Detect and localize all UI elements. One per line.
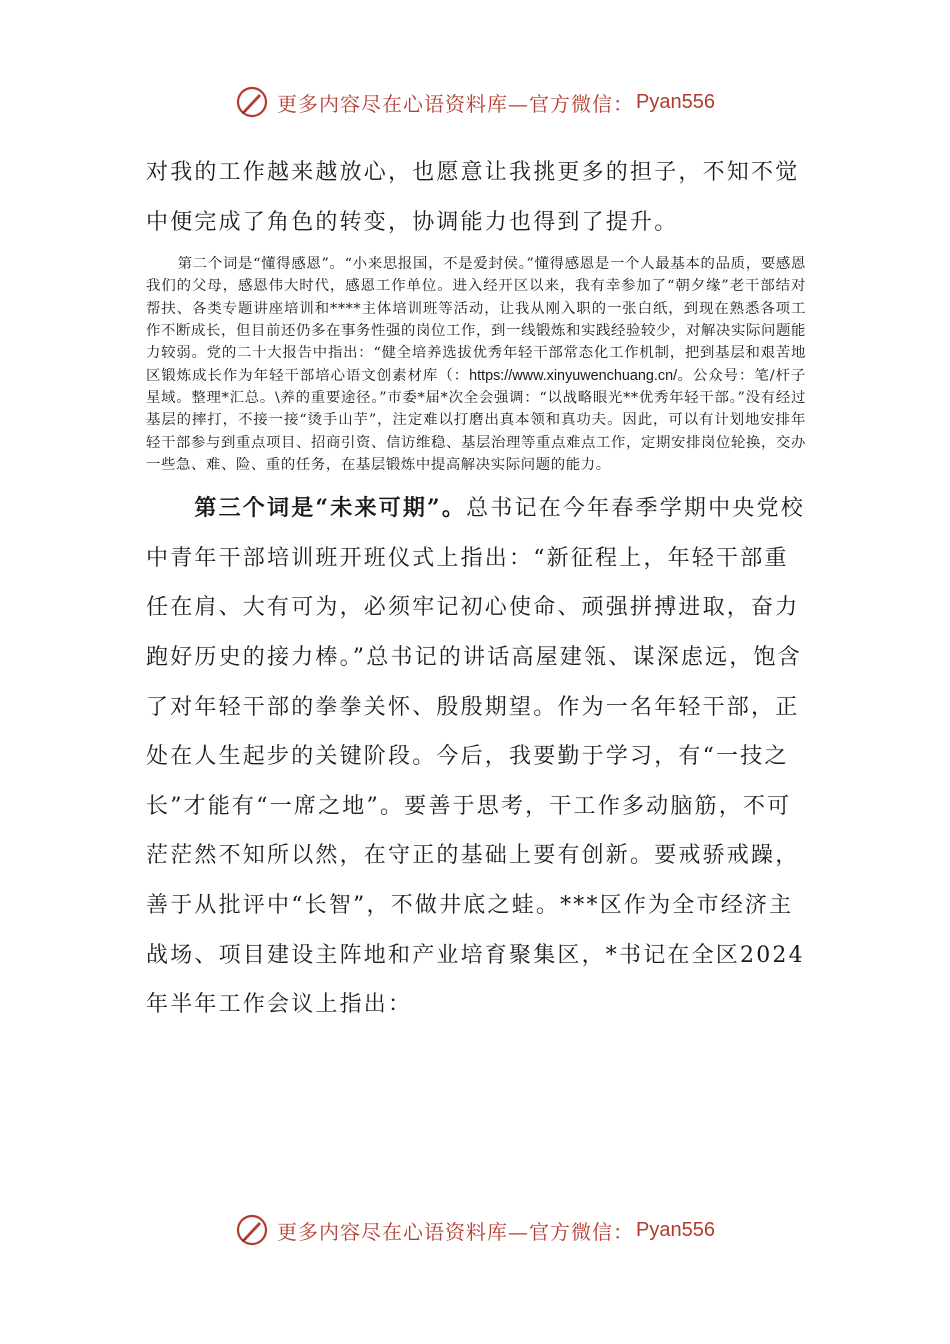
- paragraph-future: [146, 484, 806, 1030]
- quill-logo-icon: [235, 85, 269, 119]
- paragraph-gratitude-text-a: 第二个词是“懂得感恩”。“小来思报国，不是爱封侯。”懂得感恩是一个人最基本的品质，要感恩我们的父母，感恩伟大时代，感恩工作单位。进入经开区以来，我有幸参加了“朝夕缘”老干部结对帮扶、各类专题讲座培训和****主体培训班等活动，让我从刚入职的一张白纸，到现在熟悉各项工作不断成长，但目前还仍多在事务性强的岗位工作，到一线锻炼和实践经验较少，对解决实际问题能力较弱。党的二十大报告中指出：“健全培养选拔优秀年轻干部常态化工作机制，把到基层和艰苦地区锻炼成长作为年轻干部培心语文创素材库（：: [146, 256, 806, 384]
- footer-banner: [0, 1210, 950, 1250]
- paragraph-continuation: 对我的工作越来越放心，也愿意让我挑更多的担子，不知不觉中便完成了角色的转变，协调能力也得到了提升。: [146, 160, 800, 235]
- quill-logo-icon: [235, 1213, 269, 1247]
- section-lead: 第三个词是“未来可期”。: [194, 495, 467, 522]
- banner-text: 更多内容尽在心语资料库—官方微信：: [277, 1219, 635, 1244]
- paragraph-gratitude-text-b: 。公众号：笔/杆子星域。整理*汇总。\养的重要途径。”市委*届*次全会强调：“以战略眼光**优秀年轻干部。”没有经过基层的摔打，不接一接“烫手山芋”，注定难以打磨出真本领和真功夫。因此，可以有计划地安排年轻干部参与到重点项目、招商引资、信访维稳、基层治理等重点难点工作，定期安排岗位轮换，交办一些急、难、险、重的任务，在基层锻炼中提高解决实际问题的能力。: [146, 367, 807, 473]
- document-body: [146, 148, 806, 1030]
- paragraph-gratitude: [146, 253, 806, 476]
- paragraph-future-text: 总书记在今年春季学期中央党校中青年干部培训班开班仪式上指出：“新征程上，年轻干部重任在肩、大有可为，必须牢记初心使命、顽强拼搏进取，奋力跑好历史的接力棒。”总书记的讲话高屋建瓴、谋深虑远，饱含了对年轻干部的拳拳关怀、殷殷期望。作为一名年轻干部，正处在人生起步的关键阶段。今后，我要勤于学习，有“一技之长”才能有“一席之地”。要善于思考，干工作多动脑筋，不可茫茫然不知所以然，在守正的基础上要有创新。要戒骄戒躁，善于从批评中“长智”，不做井底之蛙。***区作为全市经济主战场、项目建设主阵地和产业培育聚集区，*书记在全区2024年半年工作会议上指出：: [146, 496, 805, 1018]
- wechat-id: Pyan556: [636, 1218, 715, 1241]
- banner-text: 更多内容尽在心语资料库—官方微信：: [277, 91, 635, 116]
- wechat-id: Pyan556: [636, 90, 715, 113]
- header-banner: [0, 82, 950, 122]
- website-link[interactable]: https://www.xinyuwenchuang.cn/: [469, 367, 678, 384]
